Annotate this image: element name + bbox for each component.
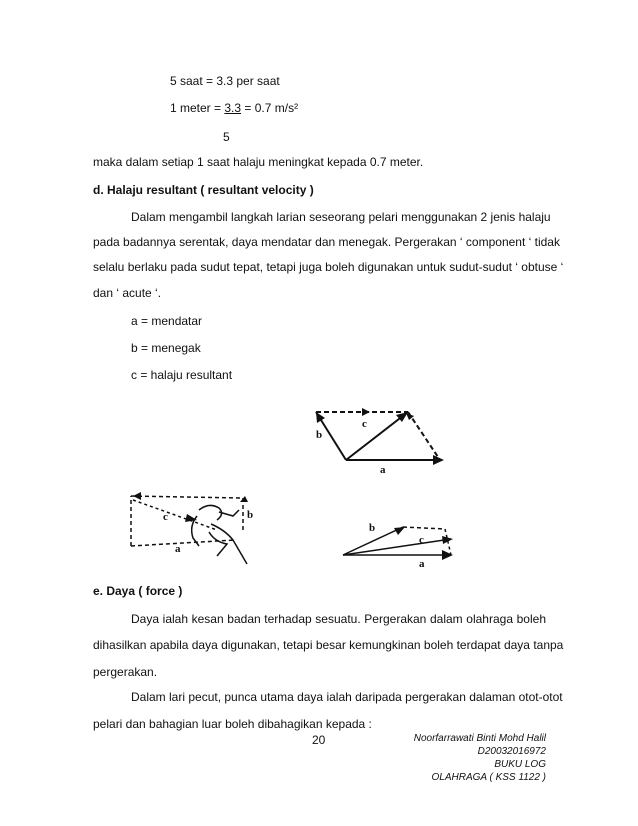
- diagram1-label-b: b: [316, 429, 323, 441]
- footer-course: OLAHRAGA ( KSS 1122 ): [431, 772, 546, 783]
- diagram1-label-a: a: [380, 464, 386, 476]
- diagram3-label-a: a: [419, 558, 425, 570]
- section-d-para-line-2: pada badannya serentak, daya mendatar dan menegak. Pergerakan ‘ component ‘ tidak: [93, 235, 560, 249]
- diagram3-label-b: b: [369, 522, 376, 534]
- section-e-heading: e. Daya ( force ): [93, 584, 183, 598]
- formula-line-2-prefix: 1 meter =: [170, 101, 225, 115]
- formula-numerator: 3.3: [224, 101, 242, 115]
- formula-line-2: [170, 101, 298, 115]
- diagram2-label-c: c: [163, 511, 168, 523]
- diagram1-label-c: c: [362, 418, 367, 430]
- formula-line-1: 5 saat = 3.3 per saat: [170, 74, 280, 88]
- acute-angle-diagram: [335, 515, 460, 570]
- section-d-para-line-4: dan ‘ acute ‘.: [93, 286, 162, 300]
- page-number: 20: [312, 733, 326, 747]
- diagram2-label-b: b: [247, 509, 254, 521]
- section-e-para1-line-3: pergerakan.: [93, 665, 158, 679]
- parallelogram-diagram: [300, 400, 470, 480]
- formula-denominator: 5: [223, 130, 230, 144]
- section-e-para1-line-2: dihasilkan apabila daya digunakan, tetapi besar kemungkinan boleh terdapat daya tanpa: [93, 638, 564, 652]
- diagram3-label-c: c: [419, 534, 424, 546]
- footer-student-id: D20032016972: [477, 746, 546, 757]
- section-e-para1-line-1: Daya ialah kesan badan terhadap sesuatu. Pergerakan dalam olahraga boleh: [131, 612, 546, 626]
- formula-line-2-suffix: = 0.7 m/s²: [241, 101, 299, 115]
- section-e-para2-line-2: pelari dan bahagian luar boleh dibahagikan kepada :: [93, 717, 372, 731]
- section-d-para-line-1: Dalam mengambil langkah larian seseorang pelari menggunakan 2 jenis halaju: [131, 210, 551, 224]
- diagram2-label-a: a: [175, 543, 181, 555]
- definition-a: a = mendatar: [131, 314, 203, 328]
- footer-book: BUKU LOG: [494, 759, 546, 770]
- section-d-para-line-3: selalu berlaku pada sudut tepat, tetapi juga boleh digunakan untuk sudut-sudut ‘ obtuse ‘: [93, 260, 564, 274]
- footer-author: Noorfarrawati Binti Mohd Halil: [413, 733, 546, 744]
- intro-paragraph: maka dalam setiap 1 saat halaju meningkat kepada 0.7 meter.: [93, 155, 424, 169]
- runner-diagram: [125, 488, 275, 573]
- footer-block: [414, 732, 546, 784]
- definition-b: b = menegak: [131, 341, 201, 355]
- definition-c: c = halaju resultant: [131, 368, 233, 382]
- section-e-para2-line-1: Dalam lari pecut, punca utama daya ialah daripada pergerakan dalaman otot-otot: [131, 690, 563, 704]
- section-d-heading: d. Halaju resultant ( resultant velocity ): [93, 183, 314, 197]
